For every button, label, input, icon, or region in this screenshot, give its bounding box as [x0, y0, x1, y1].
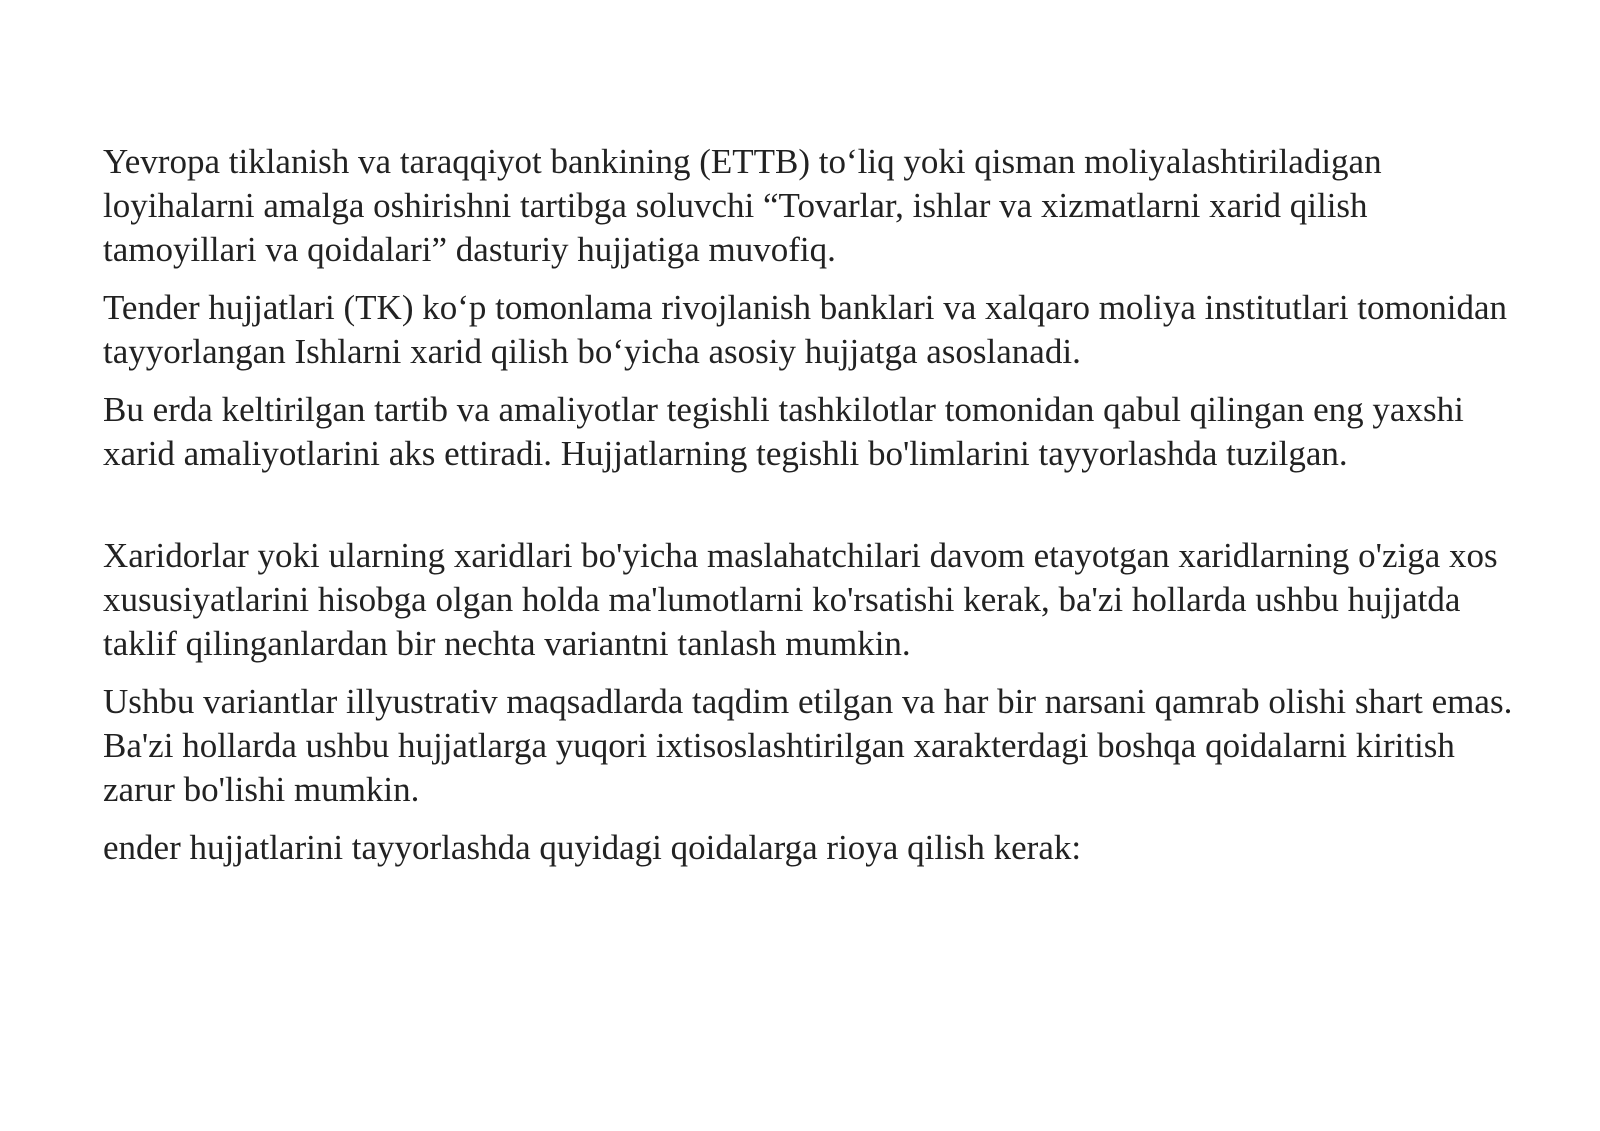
paragraph-best-practices: Bu erda keltirilgan tartib va amaliyotlar tegishli tashkilotlar tomonidan qabul qilingan eng yaxshi xarid amaliyotlarini aks ettiradi. Hujjatlarning tegishli bo'limlarini tayyorlashda tuzilgan. [103, 390, 1464, 473]
document-body [103, 140, 1523, 884]
paragraph-ettb-procurement: Yevropa tiklanish va taraqqiyot bankining (ETTB) to‘liq yoki qisman moliyalashtiriladigan loyihalarni amalga oshirishni tartibga soluvchi “Tovarlar, ishlar va xizmatlarni xarid qilish tamoyillari va qoidalari” dasturiy hujjatiga muvofiq. [103, 142, 1382, 269]
paragraph-spacer [103, 490, 1523, 534]
paragraph-rules-intro: ender hujjatlarini tayyorlashda quyidagi qoidalarga rioya qilish kerak: [103, 828, 1082, 867]
paragraph-tender-documents: Tender hujjatlari (TK) ko‘p tomonlama rivojlanish banklari va xalqaro moliya institutlari tomonidan tayyorlangan Ishlarni xarid qilish bo‘yicha asosiy hujjatga asoslanadi. [103, 288, 1507, 371]
paragraph-illustrative-options: Ushbu variantlar illyustrativ maqsadlarda taqdim etilgan va har bir narsani qamrab olishi shart emas. Ba'zi hollarda ushbu hujjatlarga yuqori ixtisoslashtirilgan xarakterdagi boshqa qoidalarni kiritish zarur bo'lishi mumkin. [103, 682, 1513, 809]
paragraph-buyers-advisors: Xaridorlar yoki ularning xaridlari bo'yicha maslahatchilari davom etayotgan xaridlarning o'ziga xos xususiyatlarini hisobga olgan holda ma'lumotlarni ko'rsatishi kerak, ba'zi hollarda ushbu hujjatda taklif qilinganlardan bir nechta variantni tanlash mumkin. [103, 536, 1498, 663]
